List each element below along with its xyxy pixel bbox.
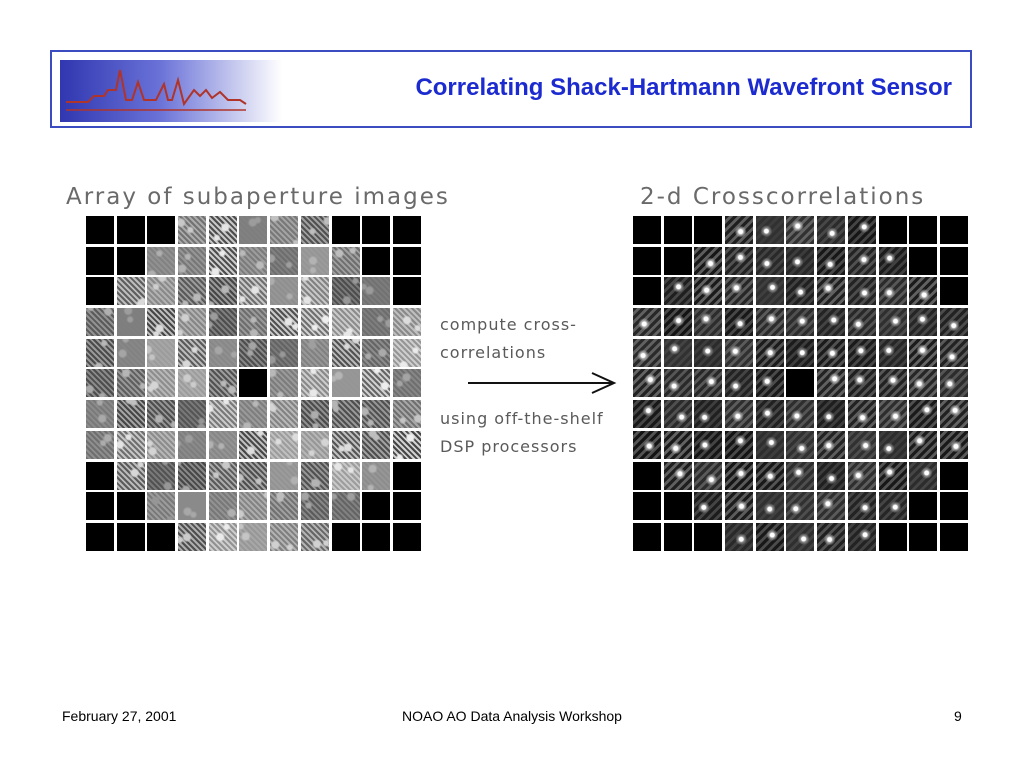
footer-event: NOAO AO Data Analysis Workshop	[402, 708, 622, 724]
subaperture-cell	[848, 431, 876, 459]
subaperture-cell	[178, 339, 206, 367]
subaperture-cell	[117, 523, 145, 551]
subaperture-cell	[147, 216, 175, 244]
subaperture-cell	[664, 462, 692, 490]
subaperture-cell	[178, 492, 206, 520]
subaperture-cell	[209, 462, 237, 490]
subaperture-cell	[117, 462, 145, 490]
subaperture-cell	[694, 308, 722, 336]
subaperture-cell	[270, 431, 298, 459]
subaperture-cell	[848, 308, 876, 336]
subaperture-cell	[86, 277, 114, 305]
subaperture-cell	[786, 369, 814, 397]
subaperture-cell	[694, 523, 722, 551]
subaperture-cell	[879, 462, 907, 490]
subaperture-cell	[756, 339, 784, 367]
subaperture-cell	[725, 339, 753, 367]
subaperture-cell	[117, 492, 145, 520]
subaperture-cell	[909, 216, 937, 244]
subaperture-cell	[209, 400, 237, 428]
subaperture-cell	[633, 308, 661, 336]
subaperture-cell	[879, 369, 907, 397]
subaperture-cell	[633, 216, 661, 244]
annotation-line-2: correlations	[440, 343, 547, 362]
subaperture-cell	[332, 216, 360, 244]
subaperture-cell	[362, 339, 390, 367]
subaperture-cell	[786, 339, 814, 367]
subaperture-cell	[301, 339, 329, 367]
subaperture-cell	[209, 523, 237, 551]
subaperture-cell	[817, 308, 845, 336]
subaperture-cell	[147, 431, 175, 459]
subaperture-cell	[786, 492, 814, 520]
subaperture-cell	[756, 400, 784, 428]
subaperture-cell	[270, 369, 298, 397]
subaperture-cell	[301, 308, 329, 336]
subaperture-cell	[362, 308, 390, 336]
subaperture-cell	[756, 462, 784, 490]
subaperture-cell	[178, 369, 206, 397]
subaperture-cell	[756, 216, 784, 244]
subaperture-cell	[301, 462, 329, 490]
right-panel-title: 2-d Crosscorrelations	[640, 184, 926, 210]
subaperture-cell	[393, 462, 421, 490]
subaperture-cell	[178, 277, 206, 305]
subaperture-cell	[178, 247, 206, 275]
subaperture-cell	[756, 277, 784, 305]
subaperture-cell	[362, 369, 390, 397]
noao-logo	[60, 60, 282, 122]
subaperture-cell	[633, 492, 661, 520]
subaperture-cell	[879, 308, 907, 336]
subaperture-cell	[332, 462, 360, 490]
subaperture-cell	[332, 308, 360, 336]
subaperture-cell	[694, 431, 722, 459]
subaperture-cell	[786, 400, 814, 428]
subaperture-cell	[725, 277, 753, 305]
subaperture-cell	[301, 216, 329, 244]
skyline-icon	[60, 60, 282, 122]
subaperture-cell	[940, 431, 968, 459]
subaperture-cell	[209, 216, 237, 244]
subaperture-cell	[332, 431, 360, 459]
subaperture-cell	[147, 247, 175, 275]
subaperture-cell	[725, 247, 753, 275]
slide-title: Correlating Shack-Hartmann Wavefront Sensor	[415, 74, 952, 101]
subaperture-cell	[239, 492, 267, 520]
subaperture-cell	[362, 247, 390, 275]
subaperture-cell	[393, 400, 421, 428]
subaperture-cell	[879, 339, 907, 367]
subaperture-cell	[147, 339, 175, 367]
subaperture-cell	[362, 492, 390, 520]
subaperture-cell	[393, 247, 421, 275]
subaperture-cell	[940, 216, 968, 244]
subaperture-cell	[633, 431, 661, 459]
subaperture-cell	[117, 277, 145, 305]
subaperture-cell	[239, 339, 267, 367]
subaperture-cell	[756, 431, 784, 459]
subaperture-cell	[786, 308, 814, 336]
subaperture-cell	[393, 339, 421, 367]
subaperture-cell	[817, 339, 845, 367]
subaperture-cell	[209, 247, 237, 275]
subaperture-cell	[848, 247, 876, 275]
subaperture-cell	[209, 369, 237, 397]
subaperture-cell	[909, 369, 937, 397]
subaperture-cell	[393, 308, 421, 336]
subaperture-cell	[393, 277, 421, 305]
subaperture-cell	[694, 247, 722, 275]
subaperture-cell	[147, 277, 175, 305]
subaperture-cell	[178, 308, 206, 336]
subaperture-cell	[817, 492, 845, 520]
subaperture-cell	[301, 400, 329, 428]
subaperture-cell	[362, 523, 390, 551]
subaperture-cell	[147, 492, 175, 520]
subaperture-cell	[301, 247, 329, 275]
subaperture-cell	[725, 462, 753, 490]
subaperture-cell	[786, 247, 814, 275]
subaperture-cell	[756, 369, 784, 397]
subaperture-cell	[147, 462, 175, 490]
subaperture-cell	[909, 523, 937, 551]
subaperture-cell	[86, 400, 114, 428]
subaperture-cell	[940, 369, 968, 397]
subaperture-cell	[817, 462, 845, 490]
subaperture-cell	[909, 247, 937, 275]
subaperture-cell	[909, 339, 937, 367]
subaperture-cell	[332, 523, 360, 551]
subaperture-cell	[117, 308, 145, 336]
subaperture-cell	[633, 523, 661, 551]
subaperture-cell	[270, 523, 298, 551]
subaperture-cell	[940, 339, 968, 367]
subaperture-cell	[209, 308, 237, 336]
subaperture-cell	[209, 492, 237, 520]
subaperture-cell	[178, 400, 206, 428]
subaperture-cell	[362, 216, 390, 244]
subaperture-cell	[117, 339, 145, 367]
subaperture-cell	[147, 400, 175, 428]
subaperture-image-grid	[86, 216, 421, 551]
subaperture-cell	[633, 277, 661, 305]
subaperture-cell	[393, 523, 421, 551]
right-arrow-icon	[466, 370, 618, 396]
subaperture-cell	[270, 339, 298, 367]
subaperture-cell	[147, 523, 175, 551]
subaperture-cell	[633, 247, 661, 275]
subaperture-cell	[817, 247, 845, 275]
subaperture-cell	[786, 277, 814, 305]
subaperture-cell	[848, 492, 876, 520]
subaperture-cell	[786, 523, 814, 551]
subaperture-cell	[86, 369, 114, 397]
subaperture-cell	[694, 492, 722, 520]
subaperture-cell	[239, 247, 267, 275]
subaperture-cell	[664, 369, 692, 397]
subaperture-cell	[86, 247, 114, 275]
subaperture-cell	[664, 431, 692, 459]
subaperture-cell	[86, 431, 114, 459]
subaperture-cell	[270, 400, 298, 428]
subaperture-cell	[694, 339, 722, 367]
subaperture-cell	[664, 308, 692, 336]
subaperture-cell	[817, 523, 845, 551]
subaperture-cell	[664, 400, 692, 428]
subaperture-cell	[879, 492, 907, 520]
subaperture-cell	[147, 369, 175, 397]
subaperture-cell	[664, 339, 692, 367]
subaperture-cell	[178, 462, 206, 490]
subaperture-cell	[940, 247, 968, 275]
subaperture-cell	[879, 277, 907, 305]
left-panel-title: Array of subaperture images	[66, 184, 450, 210]
subaperture-cell	[756, 523, 784, 551]
subaperture-cell	[909, 492, 937, 520]
subaperture-cell	[86, 216, 114, 244]
subaperture-cell	[301, 277, 329, 305]
subaperture-cell	[664, 216, 692, 244]
subaperture-cell	[756, 492, 784, 520]
subaperture-cell	[209, 431, 237, 459]
subaperture-cell	[86, 308, 114, 336]
subaperture-cell	[725, 523, 753, 551]
subaperture-cell	[664, 492, 692, 520]
subaperture-cell	[879, 523, 907, 551]
subaperture-cell	[332, 339, 360, 367]
subaperture-cell	[725, 216, 753, 244]
subaperture-cell	[909, 431, 937, 459]
subaperture-cell	[786, 431, 814, 459]
subaperture-cell	[909, 308, 937, 336]
subaperture-cell	[817, 277, 845, 305]
subaperture-cell	[725, 400, 753, 428]
subaperture-cell	[848, 216, 876, 244]
subaperture-cell	[848, 400, 876, 428]
subaperture-cell	[879, 247, 907, 275]
subaperture-cell	[817, 400, 845, 428]
subaperture-cell	[909, 462, 937, 490]
subaperture-cell	[848, 339, 876, 367]
subaperture-cell	[879, 216, 907, 244]
subaperture-cell	[786, 216, 814, 244]
title-banner	[50, 50, 972, 128]
subaperture-cell	[209, 339, 237, 367]
subaperture-cell	[332, 247, 360, 275]
subaperture-cell	[393, 369, 421, 397]
subaperture-cell	[301, 523, 329, 551]
subaperture-cell	[940, 462, 968, 490]
footer-page-number: 9	[954, 708, 962, 724]
subaperture-cell	[239, 523, 267, 551]
subaperture-cell	[694, 369, 722, 397]
subaperture-cell	[332, 277, 360, 305]
subaperture-cell	[362, 431, 390, 459]
subaperture-cell	[817, 431, 845, 459]
subaperture-cell	[117, 400, 145, 428]
annotation-line-1: compute cross-	[440, 315, 577, 334]
subaperture-cell	[940, 308, 968, 336]
annotation-line-3: using off-the-shelf	[440, 409, 604, 428]
subaperture-cell	[147, 308, 175, 336]
subaperture-cell	[239, 431, 267, 459]
subaperture-cell	[86, 492, 114, 520]
subaperture-cell	[239, 216, 267, 244]
subaperture-cell	[725, 308, 753, 336]
subaperture-cell	[633, 400, 661, 428]
subaperture-cell	[393, 216, 421, 244]
subaperture-cell	[817, 216, 845, 244]
subaperture-cell	[786, 462, 814, 490]
subaperture-cell	[393, 431, 421, 459]
subaperture-cell	[362, 277, 390, 305]
subaperture-cell	[362, 462, 390, 490]
subaperture-cell	[270, 277, 298, 305]
subaperture-cell	[879, 400, 907, 428]
subaperture-cell	[725, 369, 753, 397]
subaperture-cell	[270, 492, 298, 520]
subaperture-cell	[393, 492, 421, 520]
subaperture-cell	[940, 523, 968, 551]
subaperture-cell	[178, 431, 206, 459]
subaperture-cell	[86, 462, 114, 490]
subaperture-cell	[178, 216, 206, 244]
subaperture-cell	[848, 462, 876, 490]
subaperture-cell	[332, 492, 360, 520]
subaperture-cell	[86, 523, 114, 551]
subaperture-cell	[301, 492, 329, 520]
subaperture-cell	[117, 247, 145, 275]
subaperture-cell	[909, 400, 937, 428]
subaperture-cell	[694, 216, 722, 244]
subaperture-cell	[209, 277, 237, 305]
subaperture-cell	[270, 308, 298, 336]
subaperture-cell	[332, 400, 360, 428]
subaperture-cell	[848, 277, 876, 305]
subaperture-cell	[117, 369, 145, 397]
subaperture-cell	[694, 277, 722, 305]
subaperture-cell	[664, 277, 692, 305]
subaperture-cell	[239, 462, 267, 490]
subaperture-cell	[239, 369, 267, 397]
subaperture-cell	[86, 339, 114, 367]
subaperture-cell	[940, 400, 968, 428]
crosscorrelation-grid	[633, 216, 968, 551]
subaperture-cell	[362, 400, 390, 428]
subaperture-cell	[848, 523, 876, 551]
subaperture-cell	[909, 277, 937, 305]
subaperture-cell	[694, 400, 722, 428]
subaperture-cell	[664, 247, 692, 275]
subaperture-cell	[239, 277, 267, 305]
subaperture-cell	[633, 462, 661, 490]
subaperture-cell	[940, 492, 968, 520]
subaperture-cell	[940, 277, 968, 305]
subaperture-cell	[117, 431, 145, 459]
subaperture-cell	[694, 462, 722, 490]
subaperture-cell	[301, 369, 329, 397]
subaperture-cell	[270, 216, 298, 244]
subaperture-cell	[664, 523, 692, 551]
subaperture-cell	[239, 308, 267, 336]
subaperture-cell	[239, 400, 267, 428]
subaperture-cell	[270, 247, 298, 275]
subaperture-cell	[725, 431, 753, 459]
subaperture-cell	[756, 308, 784, 336]
subaperture-cell	[879, 431, 907, 459]
subaperture-cell	[633, 369, 661, 397]
annotation-line-4: DSP processors	[440, 437, 578, 456]
subaperture-cell	[270, 462, 298, 490]
subaperture-cell	[756, 247, 784, 275]
subaperture-cell	[178, 523, 206, 551]
subaperture-cell	[633, 339, 661, 367]
subaperture-cell	[817, 369, 845, 397]
subaperture-cell	[301, 431, 329, 459]
subaperture-cell	[117, 216, 145, 244]
footer-date: February 27, 2001	[62, 708, 177, 724]
subaperture-cell	[725, 492, 753, 520]
subaperture-cell	[848, 369, 876, 397]
subaperture-cell	[332, 369, 360, 397]
